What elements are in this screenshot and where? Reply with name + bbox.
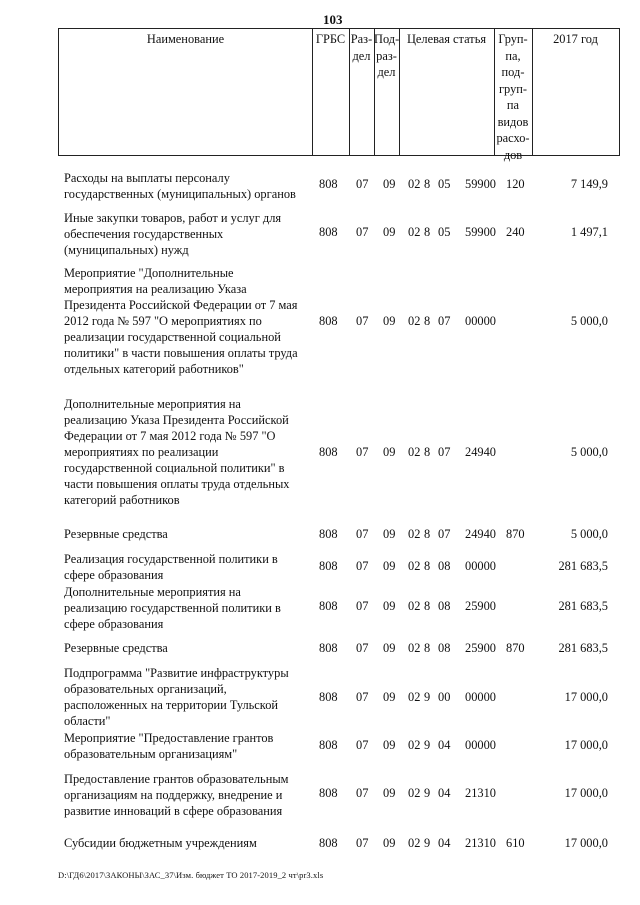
header-razdel-line: дел <box>352 48 371 63</box>
row-razdel: 07 <box>356 527 369 541</box>
row-name-line: Федерации от 7 мая 2012 года № 597 "О <box>64 429 276 443</box>
row-podrazdel: 09 <box>383 836 396 850</box>
row-name-line: Иные закупки товаров, работ и услуг для <box>64 211 282 225</box>
row-group: 870 <box>506 527 525 541</box>
row-grbs: 808 <box>319 177 338 191</box>
row-razdel: 07 <box>356 641 369 655</box>
row-article-direction: 25900 <box>465 641 496 655</box>
header-group-line: видов <box>497 114 529 129</box>
row-grbs: 808 <box>319 445 338 459</box>
row-podrazdel: 09 <box>383 641 396 655</box>
row-name <box>64 584 308 632</box>
row-sum: 1 497,1 <box>570 225 608 239</box>
row-grbs: 808 <box>319 738 338 752</box>
row-podrazdel: 09 <box>383 225 396 239</box>
row-name-line: реализации государственной социальной <box>64 330 281 344</box>
row-article-event: 04 <box>438 738 451 752</box>
row-article-event: 00 <box>438 690 451 704</box>
row-name-line: расположенных на территории Тульской <box>64 698 279 712</box>
row-razdel: 07 <box>356 445 369 459</box>
row-article-event: 05 <box>438 225 451 239</box>
header-group-line: Груп- <box>498 32 528 46</box>
row-article-subprogram: 8 <box>424 599 431 613</box>
row-grbs: 808 <box>319 786 338 800</box>
row-article-program: 02 <box>408 690 421 704</box>
row-article-subprogram: 8 <box>424 559 431 573</box>
header-group-line: дов <box>503 147 523 162</box>
row-sum: 281 683,5 <box>558 641 608 655</box>
row-name-line: 2012 года № 597 "О мероприятиях по <box>64 314 262 328</box>
row-article-program: 02 <box>408 527 421 541</box>
row-podrazdel: 09 <box>383 599 396 613</box>
col-divider <box>399 29 400 155</box>
header-group <box>494 31 532 163</box>
row-article-direction: 00000 <box>465 559 496 573</box>
row-razdel: 07 <box>356 314 369 328</box>
row-name-line: Мероприятие "Дополнительные <box>64 266 234 280</box>
header-name: Наименование <box>146 32 225 46</box>
row-name-line: мероприятия на реализацию Указа <box>64 282 247 296</box>
row-grbs: 808 <box>319 559 338 573</box>
row-name-line: Субсидии бюджетным учреждениям <box>64 836 257 850</box>
row-name-line: отдельных категорий работников" <box>64 362 244 376</box>
row-group: 610 <box>506 836 525 850</box>
row-article-subprogram: 8 <box>424 641 431 655</box>
row-name-line: политики" в части повышения оплаты труда <box>64 346 298 360</box>
row-podrazdel: 09 <box>383 177 396 191</box>
row-article-program: 02 <box>408 314 421 328</box>
row-sum: 281 683,5 <box>558 559 608 573</box>
row-article-subprogram: 9 <box>424 836 431 850</box>
row-article-direction: 21310 <box>465 786 496 800</box>
row-name-line: государственной социальной политики" в <box>64 461 285 475</box>
row-name-line: государственных (муниципальных) органов <box>64 187 296 201</box>
row-article-program: 02 <box>408 177 421 191</box>
row-grbs: 808 <box>319 599 338 613</box>
row-name-line: Предоставление грантов образовательным <box>64 772 289 786</box>
row-name-line: Дополнительные мероприятия на <box>64 397 241 411</box>
row-group: 120 <box>506 177 525 191</box>
row-name <box>64 551 308 583</box>
row-name <box>64 210 308 258</box>
row-sum: 5 000,0 <box>570 445 608 459</box>
row-razdel: 07 <box>356 690 369 704</box>
row-sum: 17 000,0 <box>564 690 608 704</box>
header-group-line: под- <box>501 65 525 79</box>
row-article-event: 07 <box>438 314 451 328</box>
row-grbs: 808 <box>319 836 338 850</box>
row-article-subprogram: 8 <box>424 225 431 239</box>
row-podrazdel: 09 <box>383 445 396 459</box>
row-article-event: 04 <box>438 786 451 800</box>
row-article-subprogram: 8 <box>424 445 431 459</box>
row-article-program: 02 <box>408 445 421 459</box>
header-group-line: па, <box>505 48 521 63</box>
row-article-direction: 00000 <box>465 690 496 704</box>
row-name-line: реализацию государственной политики в <box>64 601 281 615</box>
row-grbs: 808 <box>319 225 338 239</box>
row-name-line: области" <box>64 714 111 728</box>
row-name <box>64 730 308 762</box>
row-name-line: (муниципальных) нужд <box>64 243 189 257</box>
row-grbs: 808 <box>319 690 338 704</box>
row-article-program: 02 <box>408 599 421 613</box>
row-name <box>64 640 308 656</box>
row-name-line: образовательных организаций, <box>64 682 227 696</box>
row-razdel: 07 <box>356 786 369 800</box>
row-article-subprogram: 8 <box>424 177 431 191</box>
row-article-subprogram: 9 <box>424 738 431 752</box>
row-group: 240 <box>506 225 525 239</box>
row-name-line: обеспечения государственных <box>64 227 224 241</box>
row-podrazdel: 09 <box>383 559 396 573</box>
row-article-direction: 25900 <box>465 599 496 613</box>
row-article-direction: 24940 <box>465 445 496 459</box>
row-name-line: Реализация государственной политики в <box>64 552 278 566</box>
row-podrazdel: 09 <box>383 527 396 541</box>
row-name-line: организациям на поддержку, внедрение и <box>64 788 283 802</box>
row-grbs: 808 <box>319 641 338 655</box>
row-article-program: 02 <box>408 641 421 655</box>
row-article-event: 08 <box>438 641 451 655</box>
row-article-subprogram: 9 <box>424 690 431 704</box>
row-article-event: 07 <box>438 527 451 541</box>
row-name-line: образовательным организациям" <box>64 747 238 761</box>
header-podrazdel-line: раз- <box>376 48 397 63</box>
row-article-event: 08 <box>438 599 451 613</box>
row-group: 870 <box>506 641 525 655</box>
row-name-line: Мероприятие "Предоставление грантов <box>64 731 274 745</box>
row-article-program: 02 <box>408 786 421 800</box>
row-article-direction: 00000 <box>465 314 496 328</box>
row-name-line: развитие инноваций в сфере образования <box>64 804 283 818</box>
row-article-event: 04 <box>438 836 451 850</box>
row-name-line: категорий работников <box>64 493 180 507</box>
row-grbs: 808 <box>319 527 338 541</box>
row-article-direction: 21310 <box>465 836 496 850</box>
row-article-subprogram: 8 <box>424 314 431 328</box>
row-name-line: части повышения оплаты труда отдельных <box>64 477 290 491</box>
row-article-subprogram: 9 <box>424 786 431 800</box>
row-article-direction: 24940 <box>465 527 496 541</box>
row-article-event: 05 <box>438 177 451 191</box>
row-name-line: Дополнительные мероприятия на <box>64 585 241 599</box>
row-podrazdel: 09 <box>383 690 396 704</box>
header-group-line: расхо- <box>496 131 530 145</box>
row-sum: 17 000,0 <box>564 836 608 850</box>
row-podrazdel: 09 <box>383 314 396 328</box>
row-sum: 281 683,5 <box>558 599 608 613</box>
row-name-line: реализацию Указа Президента Российской <box>64 413 289 427</box>
row-article-program: 02 <box>408 559 421 573</box>
row-sum: 5 000,0 <box>570 314 608 328</box>
row-article-event: 07 <box>438 445 451 459</box>
table-header <box>58 28 620 162</box>
file-path-footer: D:\ГД6\2017\ЗАКОНЫ\ЗАС_37\Изм. бюджет ТО 2017-2019_2 чт\pr3.xls <box>58 870 324 880</box>
row-name-line: Резервные средства <box>64 527 168 541</box>
row-sum: 17 000,0 <box>564 738 608 752</box>
row-article-program: 02 <box>408 738 421 752</box>
header-year: 2017 год <box>553 32 598 46</box>
col-divider <box>312 29 313 155</box>
row-razdel: 07 <box>356 836 369 850</box>
row-article-event: 08 <box>438 559 451 573</box>
header-razdel <box>349 31 374 64</box>
row-name <box>64 835 308 851</box>
row-name <box>64 265 308 377</box>
row-grbs: 808 <box>319 314 338 328</box>
header-razdel-line: Раз- <box>350 32 373 46</box>
header-podrazdel-line: Под- <box>374 32 400 46</box>
row-name-line: Резервные средства <box>64 641 168 655</box>
row-razdel: 07 <box>356 225 369 239</box>
row-razdel: 07 <box>356 738 369 752</box>
row-podrazdel: 09 <box>383 738 396 752</box>
row-article-program: 02 <box>408 836 421 850</box>
row-name <box>64 771 308 819</box>
row-sum: 17 000,0 <box>564 786 608 800</box>
row-name-line: мероприятиях по реализации <box>64 445 219 459</box>
page-number: 103 <box>323 12 343 27</box>
row-name-line: Президента Российской Федерации от 7 мая <box>64 298 298 312</box>
header-podrazdel <box>374 31 399 81</box>
row-article-direction: 00000 <box>465 738 496 752</box>
row-razdel: 07 <box>356 599 369 613</box>
row-name <box>64 665 308 729</box>
row-name-line: Подпрограмма "Развитие инфраструктуры <box>64 666 289 680</box>
row-article-subprogram: 8 <box>424 527 431 541</box>
header-group-line: па <box>506 98 520 112</box>
header-group-line: груп- <box>498 81 528 96</box>
row-name <box>64 526 308 542</box>
row-sum: 7 149,9 <box>570 177 608 191</box>
row-razdel: 07 <box>356 559 369 573</box>
header-grbs: ГРБС <box>315 32 346 46</box>
header-article: Целевая статья <box>406 32 487 46</box>
row-podrazdel: 09 <box>383 786 396 800</box>
row-article-direction: 59900 <box>465 177 496 191</box>
header-podrazdel-line: дел <box>377 65 396 79</box>
row-name <box>64 396 308 508</box>
row-sum: 5 000,0 <box>570 527 608 541</box>
row-razdel: 07 <box>356 177 369 191</box>
row-article-direction: 59900 <box>465 225 496 239</box>
row-name-line: Расходы на выплаты персоналу <box>64 171 230 185</box>
row-article-program: 02 <box>408 225 421 239</box>
row-name <box>64 170 308 202</box>
row-name-line: сфере образования <box>64 617 164 631</box>
row-name-line: сфере образования <box>64 568 164 582</box>
col-divider <box>532 29 533 155</box>
